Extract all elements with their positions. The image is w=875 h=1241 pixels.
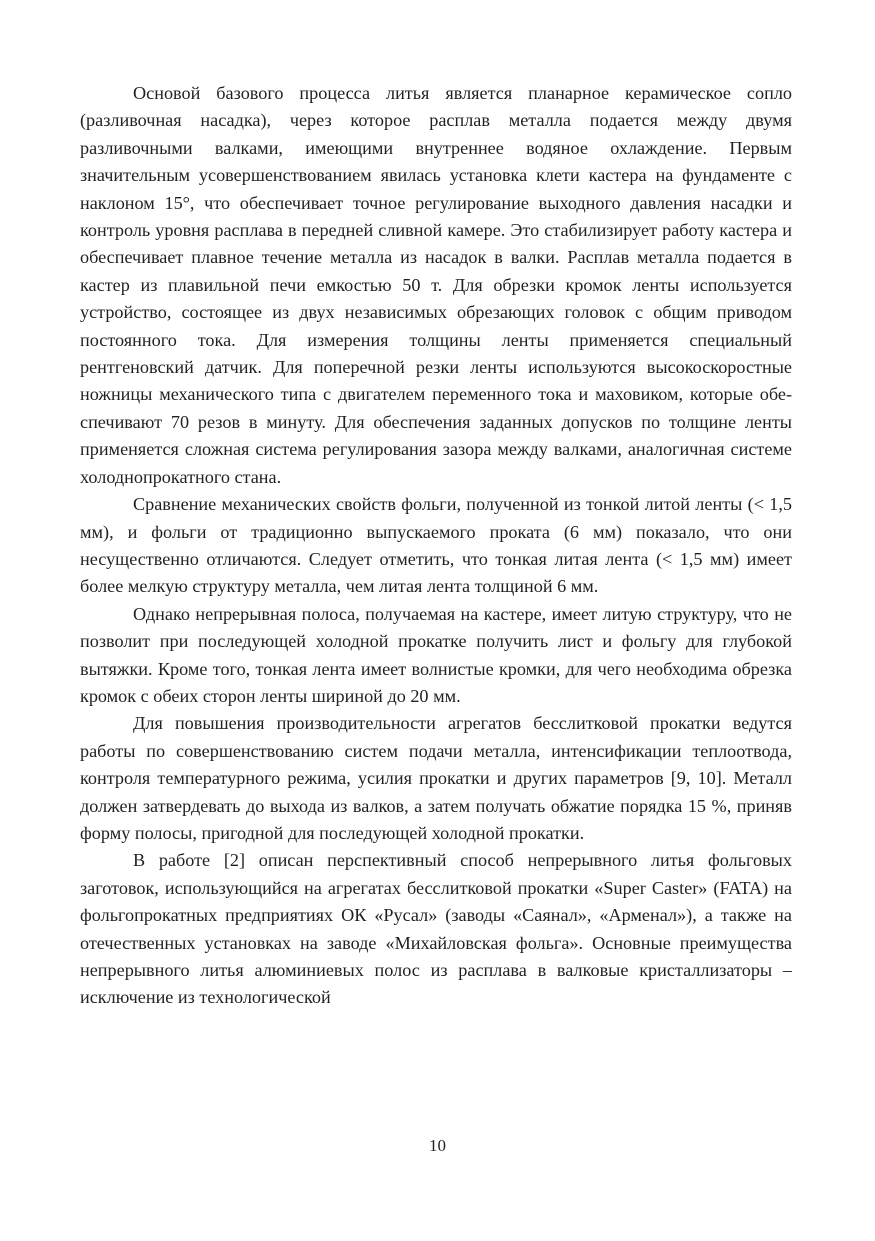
paragraph-strip-structure: Однако непрерывная полоса, получаемая на кастере, имеет литую структуру, что не позволит при последующей холодной прокатке получить лист и фольгу для глубокой вытяжки. Кроме того, тонкая лента имеет волнистые кромки, для чего необходима обрезка кромок с обеих сторон ленты шириной до 20 мм. — [80, 603, 792, 706]
page-number: 10 — [429, 1136, 446, 1155]
page-body — [80, 80, 792, 1012]
paragraph-productivity: Для повышения производительности агрегатов бесслитковой прокатки ведутся работы по совершенствованию систем подачи металла, интенсификации теплоотвода, контроля температурного режима, усилия прокатки и других параметров [9, 10]. Металл должен затвердевать до выхода из валков, а затем получать обжатие порядка 15 %, приняв форму полосы, пригодной для последующей холодной прокатки. — [80, 713, 792, 843]
paragraph-foil-properties: Сравнение механических свойств фольги, полученной из тонкой литой ленты (< 1,5 мм), и фольги от традиционно выпускаемого проката (6 мм) показало, что они несущественно отличаются. Следует отметить, что тонкая литая лента (< 1,5 мм) имеет более мелкую структуру металла, чем литая лента толщиной 6 мм. — [80, 494, 792, 597]
paragraph-continuous-casting: В работе [2] описан перспективный способ непрерывного литья фольговых заготовок, использующийся на агрегатах бесслитковой прокатки «Super Caster» (FATA) на фольгопрокатных предприятиях ОК «Русал» (заводы «Саянал», «Арменал»), а также на отечественных установках на заводе «Михайловская фольга». Основные преимущества непрерывного литья алюминиевых полос из расплава в валковые кристаллизаторы – исключение из технологической — [80, 850, 792, 1008]
paragraph-casting-process: Основой базового процесса литья является планарное керамическое сопло (разливочная насадка), через которое расплав металла подается между двумя разливочными валками, имеющими внутреннее водяное охлаждение. Первым значительным усовершенствованием явилась установка клети кастера на фундаменте с наклоном 15°, что обеспечивает точное регулирование выходного давления насадки и контроль уровня расплава в передней сливной камере. Это стабилизирует работу кастера и обеспечивает плавное течение металла из насадок в валки. Расплав металла подается в кастер из плавильной печи емкостью 50 т. Для обрезки кромок ленты используется устройство, состоящее из двух независимых обрезающих головок с общим приводом постоянного тока. Для измерения толщины ленты применяется специальный рентгеновский датчик. Для поперечной резки ленты используются высокоскоростные ножницы механического типа с двигателем переменного тока и маховиком, которые обеспечивают 70 резов в минуту. Для обеспечения заданных допусков по толщине ленты применяется сложная система регулирования зазора между валками, аналогичная системе холоднопрокатного стана. — [80, 83, 792, 487]
